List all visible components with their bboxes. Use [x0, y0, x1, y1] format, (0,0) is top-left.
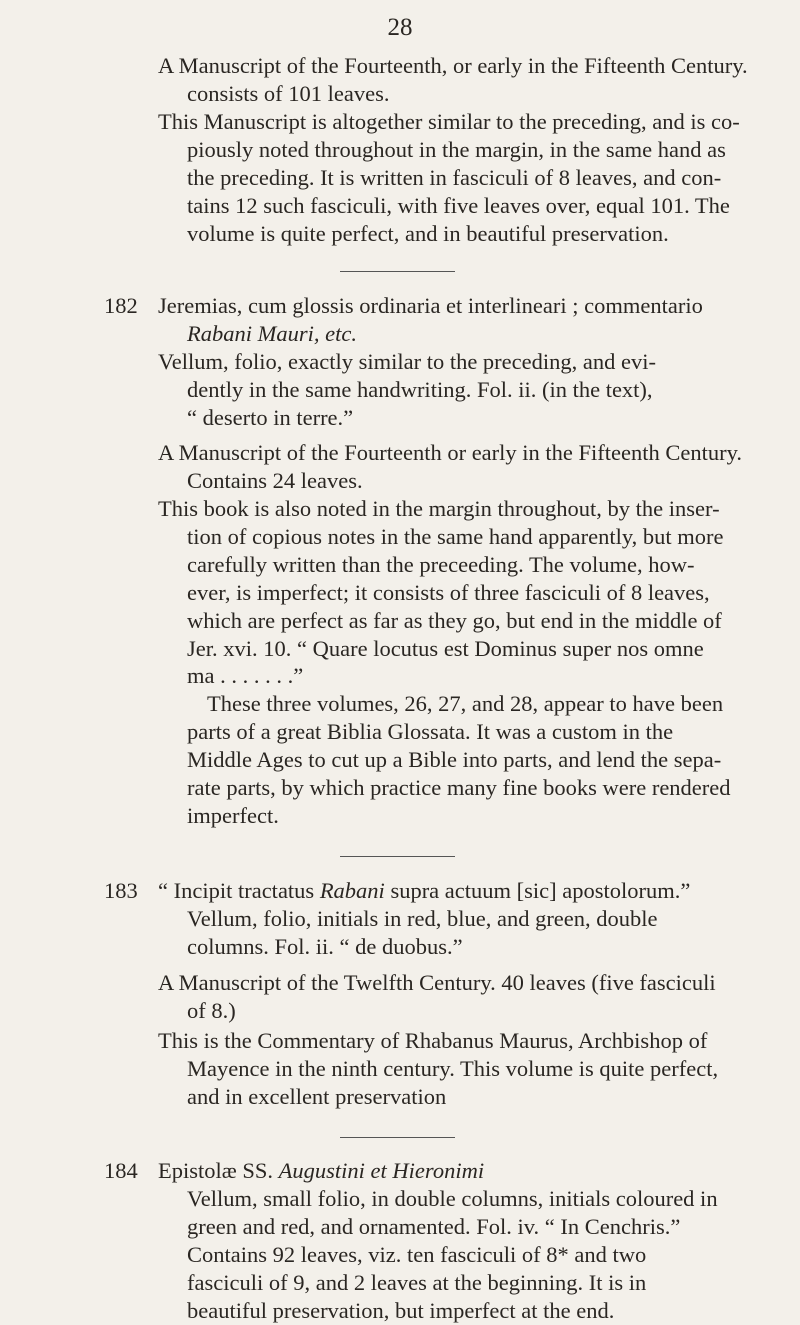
- text-line: consists of 101 leaves.: [187, 81, 390, 106]
- title-text: supra actuum [sic] apostolorum.”: [390, 878, 691, 903]
- text-line: Middle Ages to cut up a Bible into parts, and lend the sepa-: [187, 747, 722, 772]
- text-line: Mayence in the ninth century. This volume is quite perfect,: [187, 1056, 719, 1081]
- section-divider: [340, 271, 455, 272]
- text-line: which are perfect as far as they go, but end in the middle of: [187, 608, 722, 633]
- text-line: the preceding. It is written in fasciculi of 8 leaves, and con-: [187, 165, 722, 190]
- entry-title: [158, 1157, 484, 1185]
- page-number: 28: [387, 14, 413, 41]
- entry-title: [158, 877, 690, 905]
- text-line: A Manuscript of the Fourteenth, or early in the Fifteenth Century.: [158, 53, 748, 78]
- section-divider: [340, 1137, 455, 1138]
- text-line: and in excellent preservation: [187, 1084, 447, 1109]
- entry-number: 182: [104, 293, 138, 318]
- text-line: ever, is imperfect; it consists of three fasciculi of 8 leaves,: [187, 580, 710, 605]
- text-line: Contains 92 leaves, viz. ten fasciculi of 8* and two: [187, 1242, 647, 1267]
- text-line: fasciculi of 9, and 2 leaves at the beginning. It is in: [187, 1270, 647, 1295]
- text-line: This book is also noted in the margin throughout, by the inser-: [158, 496, 720, 521]
- text-line: parts of a great Biblia Glossata. It was a custom in the: [187, 719, 674, 744]
- text-line: imperfect.: [187, 803, 279, 828]
- text-line: ma . . . . . . .”: [187, 663, 304, 688]
- text-line: piously noted throughout in the margin, in the same hand as: [187, 137, 726, 162]
- text-line: This Manuscript is altogether similar to the preceding, and is co-: [158, 109, 740, 134]
- entry-number: 183: [104, 878, 138, 903]
- text-line: Vellum, folio, initials in red, blue, and green, double: [187, 906, 658, 931]
- entry-number: 184: [104, 1158, 138, 1183]
- title-text: “ Incipit tractatus: [158, 878, 315, 903]
- text-line: Vellum, small folio, in double columns, initials coloured in: [187, 1186, 718, 1211]
- text-line: rate parts, by which practice many fine books were rendered: [187, 775, 731, 800]
- text-line: Vellum, folio, exactly similar to the preceding, and evi-: [158, 349, 656, 374]
- text-line: tion of copious notes in the same hand apparently, but more: [187, 524, 724, 549]
- text-line: dently in the same handwriting. Fol. ii. (in the text),: [187, 377, 653, 402]
- text-line: Contains 24 leaves.: [187, 468, 363, 493]
- text-line: A Manuscript of the Twelfth Century. 40 leaves (five fasciculi: [158, 970, 716, 995]
- text-line: carefully written than the preceeding. The volume, how-: [187, 552, 695, 577]
- text-line: A Manuscript of the Fourteenth or early in the Fifteenth Century.: [158, 440, 743, 465]
- entry-title: Jeremias, cum glossis ordinaria et interlineari ; commentario: [158, 293, 703, 318]
- section-divider: [340, 856, 455, 857]
- text-line: beautiful preservation, but imperfect at the end.: [187, 1298, 615, 1323]
- text-line: tains 12 such fasciculi, with five leaves over, equal 101. The: [187, 193, 730, 218]
- text-line: of 8.): [187, 998, 236, 1023]
- author-name: Rabani Mauri, etc.: [187, 321, 357, 346]
- author-name: Rabani: [319, 878, 385, 903]
- text-line: These three volumes, 26, 27, and 28, appear to have been: [207, 691, 724, 716]
- title-text: Epistolæ SS.: [158, 1158, 274, 1183]
- text-line: This is the Commentary of Rhabanus Maurus, Archbishop of: [158, 1028, 708, 1053]
- text-line: volume is quite perfect, and in beautiful preservation.: [187, 221, 669, 246]
- text-line: “ deserto in terre.”: [187, 405, 354, 430]
- text-line: columns. Fol. ii. “ de duobus.”: [187, 934, 463, 959]
- text-line: green and red, and ornamented. Fol. iv. “ In Cenchris.”: [187, 1214, 681, 1239]
- entry-title-author: [187, 320, 357, 348]
- text-line: Jer. xvi. 10. “ Quare locutus est Dominus super nos omne: [187, 636, 704, 661]
- author-names: Augustini et Hieronimi: [278, 1158, 485, 1183]
